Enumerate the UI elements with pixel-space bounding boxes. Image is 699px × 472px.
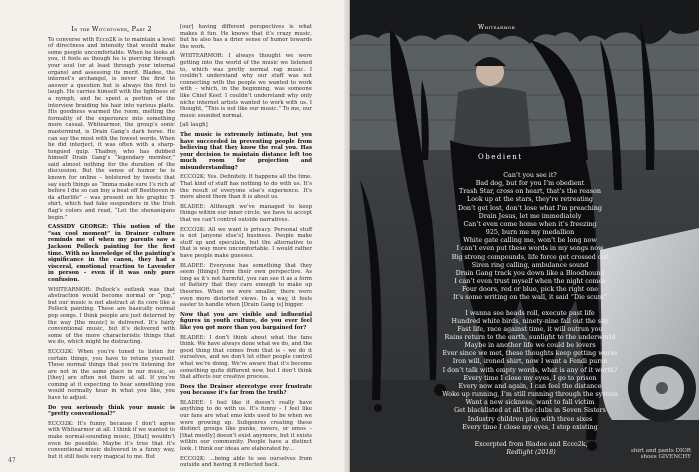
lyric-line: Look up at the stars, they’re retreating	[467, 196, 593, 204]
lyric-line: Every time I close my eyes, I go to prison	[463, 374, 597, 382]
article-paragraph: [all laugh]	[180, 122, 208, 129]
article-paragraph: ECCO2K: When you’re tuned to listen for certain things, you have to retune yourself. Those normal things that you’re listening for are not in the same place in our music, so [they] are often not there at all. If you’re coming at it expecting to hear something you would normally hear in what you like, you have to adjust.	[48, 348, 175, 402]
lyric-line: Fast life, race against time, it will outrun you	[457, 325, 603, 333]
column-2-body	[180, 24, 312, 469]
lyric-line: Woke up running, I’m still running through the system	[442, 391, 618, 399]
right-page	[350, 0, 699, 472]
article-paragraph: ECCO2K: It’s funny, because I don’t agree with Whitearmor at all. I think if we wanted to make normal-sounding music, [that] wouldn’t even be possible. Maybe it’s true that it’s conventional music delivered in a funny way, but it still feels very magical to me. But	[48, 420, 175, 460]
lyric-line: I can’t even put these words in my songs now	[456, 245, 604, 253]
article-paragraph: To converse with Ecco2K is to maintain a level of directness and intensity that would make some people uncomfortable. When he looks at you, it feels as though he is piercing through your soul (or at least through your internal organs) and assessing its merit. Bladee, the internet’s archangel, is never the first to answer a question but is always the first to laugh. He carries himself with the lightness of a nymph, and he spent a portion of the interview braiding his hair into various plaits. His goodness warmed the room, melting the formality of the experience into something more casual. Whitearmor, the group’s sonic mastermind, is Drain Gang’s dark horse. He can say the most with the fewest words. When he did interject, it was often with a sharp-tongued quip. Thaiboy, who has dubbed himself Drain Gang’s “legendary member,” said almost nothing for the duration of the discussion. But the sense of humor he is known for online – bolstered by tweets that say such things as “Imma make sure I’s rich af before I die so can buy a beat off Beethoven in da afterlife” – was present on his graphic T-shirt, which had fake suspenders in the Irish flag’s colors and read, “Let the shenanigans begin.”	[48, 36, 175, 221]
credit-line-1: shirt and pants DIOR	[630, 448, 691, 454]
article-paragraph: The music is extremely intimate, but you have succeeded in preventing people from believing that they know the real you. Has your decision to maintain distance left too much room for projection and misunderstanding?	[180, 131, 312, 171]
lyric-line: Siren ring calling, ambulance sound	[471, 261, 589, 269]
article-paragraph: BLADEE: I feel like it doesn’t really have anything to do with us. It’s funny – I feel like our fans are what emo kids used to be when we were growing up. Subgenres creating these distinct groups like punks, ravers, or emos – [that mostly] doesn’t exist anymore, but it exists within our community. People have a distinct look. I think our ideas are elaborated by…	[180, 399, 312, 453]
article-paragraph: CASSIDY GEORGE: This notion of the “sax cool moment” in Drainer culture reminds me of when my parents saw a Jackson Pollock painting for the first time. With no knowledge of the painting’s significance in the canon, they had a visceral, emotional reaction to Lavender in person – even if it was only pure confusion.	[48, 224, 175, 283]
article-paragraph: ECCO2K: Yes. Definitely. It happens all the time. That kind of stuff has nothing to do with us. It’s the result of everyone else’s experience. It’s more about them than it is about us.	[180, 174, 312, 201]
section-tag: Whitearmor	[478, 24, 516, 31]
article-paragraph: WHITEARMOR: Pollock’s outlook was that abstraction would become normal or “pop,” but our music is not abstract at its core like a Pollock painting. These are basically normal pop songs. I think people are just deterred by the way [the music] is delivered. It’s fairly conventional music, but it’s delivered with some of the more characteristic things that we do, which might be distracting.	[48, 286, 175, 346]
lyric-line: I can’t even trust myself when the night comes	[454, 278, 606, 286]
lyric-line: Want a new sickness, want to fall victim	[465, 399, 595, 407]
lyric-line: It’s some writing on the wall, it said “Die scum”	[452, 294, 608, 302]
lyric-line: Industry children play with three sixes	[467, 415, 593, 423]
column-1-body	[48, 37, 175, 461]
lyric-line: Ever since we met, these thoughts keep getting worse	[442, 350, 618, 358]
article-title: In the Witchtower, Part 2	[71, 25, 152, 33]
lyric-line: Iron will, ironed shirt, now I want a Fendi purse	[452, 358, 608, 366]
lyrics-title: Obedient	[478, 153, 523, 161]
article-paragraph: ECCO2K: All we want is privacy. Personal stuff is not [anyone else’s] business. People make stuff up and speculate, but the alternative to that is way more uncomfortable. I would rather have people make guesses.	[180, 226, 312, 259]
lyric-line: Can’t you see it?	[503, 172, 557, 179]
lyric-line: I don’t talk with empty words, what is any of it worth?	[442, 366, 618, 374]
lyric-line: Rains return to the earth, sunlight to the underworld	[444, 333, 616, 341]
article-paragraph: WHITEARMOR: I always thought we were getting into the world of the music we listened to, which was pretty normal rap music. I couldn’t understand why our stuff was not connecting with the people we wanted to work with – which, in the beginning, was someone like Chief Keef. I couldn’t understand why only niche internet artists wanted to work with us. I thought, “This is not like our music.” To me, our music sounded normal.	[180, 53, 312, 119]
article-paragraph: [our] having different perspectives is what makes it fun. He knows that it’s crazy music, but he also has a drier sense of humor towards the work.	[180, 24, 312, 50]
article-paragraph: BLADEE: I don’t think about what the fans think. We have always done what we do, and the good thing that comes from that is – we do it ourselves, and we don’t let other people control what we’re doing. We’re aware that it’s become something quite different now, but I don’t think that affects our creative process.	[180, 334, 312, 381]
lyric-line: Can’t even come home when it’s freezing	[463, 220, 597, 228]
lyric-line: Don’t get lost, don’t lose what I’m preaching	[458, 204, 602, 212]
article-column-1	[48, 26, 175, 463]
lyric-line: Four doors, red or blue, pick the right one	[461, 286, 599, 294]
lyric-line: White gate calling me, won’t be long now	[463, 237, 597, 245]
lyric-line: Drain Jesus, let me immediately	[478, 212, 582, 220]
lyrics-stanza-break	[432, 303, 628, 310]
lyric-line: Every now and again, I can feel the distance	[458, 382, 602, 390]
article-paragraph: Does the Drainer stereotype ever frustrate you because it’s far from the truth?	[180, 383, 312, 397]
lyrics-block	[432, 172, 628, 432]
lyric-line: Every time I close my eyes, I stop existing	[462, 423, 598, 431]
fashion-credits	[631, 448, 691, 461]
excerpt-line-1: Excerpted from Bladee and Ecco2k,	[474, 441, 588, 448]
lyric-line: Bad dog, but for you I’m obedient	[475, 180, 585, 188]
article-paragraph: Now that you are visible and influential figures in youth culture, do you ever feel like you got more than you bargained for?	[180, 311, 312, 331]
lyric-line: Trash Star, cross on heart, that’s the reason	[459, 188, 601, 196]
article-paragraph: Do you seriously think your music is “pretty conventional?”	[48, 404, 175, 418]
lyric-line: Get blacklisted at all the clubs in Seven Sisters	[454, 407, 606, 415]
article-paragraph: BLADEE: Although we’ve managed to keep things within our inner circle, we have to accept that we can’t control outside narratives.	[180, 203, 312, 224]
page-number: 47	[8, 457, 16, 464]
car-hub	[656, 382, 668, 394]
lyric-line: 925, burn me my medallion	[485, 229, 575, 237]
article-paragraph: ECCO2K: …being able to see ourselves from outside and having it reflected back.	[180, 455, 312, 469]
lyric-line: Maybe in another life we could be lovers	[464, 342, 596, 350]
article-column-2	[180, 24, 312, 472]
lyric-line: Drain Gang track you down like a Bloodhound	[455, 269, 605, 277]
lyric-line: I wanna see heads roll, execute past life	[465, 309, 595, 317]
lyric-line: Hundred white birds, ninety-nine fall out the sky	[451, 317, 609, 325]
excerpt-line-2: Redlight (2018)	[506, 449, 556, 456]
excerpt-credit	[446, 441, 616, 457]
lyric-line: Big strong compounds, life force get crossed out	[451, 253, 609, 261]
credit-line-2: shoes GIVENCHY	[640, 454, 691, 461]
article-paragraph: BLADEE: Everyone has something that they seem [things] from their own perspective. As long as it’s not harmful, you can see it as a form of flattery that they care enough to make up theories. When we were smaller, there were even more distorted views. In a way, it feels easier to handle when [Drain Gang is] bigger.	[180, 262, 312, 309]
